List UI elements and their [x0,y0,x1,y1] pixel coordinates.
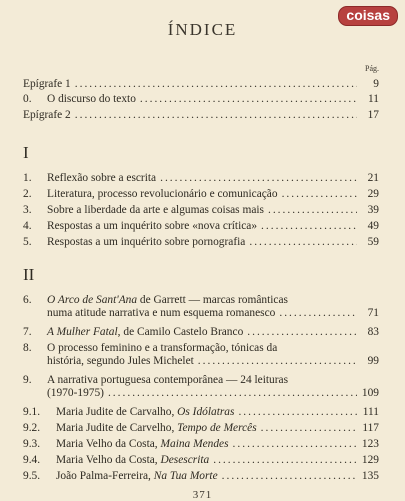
entry-author: Maria Judite de Carvelho, [56,422,178,434]
entry-page: 59 [367,236,379,248]
toc-subentry-9-1 [23,406,379,419]
entry-author: Maria Judite de Carvalho, [56,406,178,418]
entry-page: 29 [367,188,379,200]
entry-text-rest: de Garrett — marcas românticas [137,294,288,306]
leader-dots [234,406,357,419]
toc-entry-4 [23,220,379,233]
toc-entry-5 [23,236,379,249]
entry-number: 9.4. [23,454,41,466]
entry-number: 5. [23,236,32,248]
entry-page: 49 [367,220,379,232]
entry-page: 83 [367,326,379,338]
entry-text-line2: história, segundo Jules Michelet [47,355,194,368]
entry-number: 7. [23,326,32,338]
entry-title-italic: O Arco de Sant'Ana [47,294,138,306]
entry-page: 39 [367,204,379,216]
entry-title-italic: Na Tua Morte [153,470,218,482]
entry-number: 4. [23,220,32,232]
toc-entry-9 [23,374,379,400]
entry-text [56,422,257,435]
entry-number: 9. [23,374,32,386]
leader-dots [156,172,357,185]
entry-page: 11 [368,93,379,105]
entry-title-italic: A Mulher Fatal [47,326,118,338]
entry-page: 129 [361,454,379,466]
entry-text [56,454,209,467]
toc-entry-discurso [23,93,379,106]
entry-text: Epígrafe 2 [23,109,71,121]
toc-entry-1 [23,172,379,185]
entry-text-line2: (1970-1975) [47,387,104,400]
toc-subentry-9-2 [23,422,379,435]
toc-subentry-9-4 [23,454,379,467]
entry-text: O processo feminino e a transformação, tónicas da [47,342,278,354]
leader-dots [229,438,357,451]
entry-page: 21 [367,172,379,184]
entry-text: Reflexão sobre a escrita [47,172,157,184]
leader-dots [209,454,357,467]
entry-number: 9.2. [23,422,41,434]
leader-dots [264,204,357,217]
entry-number: 3. [23,204,32,216]
entry-page: 135 [361,470,379,482]
toc-entry-3 [23,204,379,217]
entry-title-italic: Tempo de Mercês [177,422,257,434]
leader-dots [104,387,357,400]
entry-text-line2: numa atitude narrativa e num esquema romanesco [47,307,276,320]
entry-title-italic: Os Idólatras [177,406,235,418]
entry-number: 8. [23,342,32,354]
entry-title-italic: Maina Mendes [160,438,229,450]
toc-entry-epigrafe-2 [23,109,379,122]
entry-page: 99 [367,355,379,368]
toc-entry-6 [23,294,379,320]
toc-entry-epigrafe-1 [23,78,379,91]
leader-dots [194,355,357,368]
entry-text: O discurso do texto [47,93,136,105]
entry-number: 0. [23,93,32,105]
entry-text: Epígrafe 1 [23,78,71,90]
leader-dots [218,470,357,483]
entry-number: 1. [23,172,32,184]
toc-entry-2 [23,188,379,201]
leader-dots [278,188,357,201]
leader-dots [275,307,357,320]
entry-number: 9.3. [23,438,41,450]
entry-page: 109 [361,387,379,400]
coisas-logo: coisas [338,6,398,26]
entry-text: Respostas a um inquérito sobre pornografia [47,236,246,248]
entry-text [56,470,218,483]
entry-text [47,326,243,339]
leader-dots [245,236,357,249]
entry-number: 6. [23,294,32,306]
toc-subentry-9-3 [23,438,379,451]
entry-page: 9 [373,78,379,90]
entry-page: 71 [367,307,379,320]
leader-dots [136,93,357,106]
entry-text: Sobre a liberdade da arte e algumas coisas mais [47,204,264,216]
entry-author: Maria Velho da Costa, [56,438,161,450]
leader-dots [257,220,357,233]
entry-author: João Palma-Ferreira, [56,470,154,482]
toc-subentry-9-5 [23,470,379,483]
entry-text: Respostas a um inquérito sobre «nova crítica» [47,220,258,232]
entry-text: Literatura, processo revolucionário e comunicação [47,188,278,200]
entry-page: 123 [361,438,379,450]
entry-page: 17 [367,109,379,121]
entry-text-rest: , de Camilo Castelo Branco [117,326,244,338]
entry-text [47,294,379,307]
section-heading-i: I [23,143,29,162]
entry-page: 117 [362,422,379,434]
toc-entry-8 [23,342,379,368]
toc-entry-7 [23,326,379,339]
leader-dots [71,109,357,122]
entry-title-italic: Desescrita [160,454,210,466]
entry-author: Maria Velho da Costa, [56,454,161,466]
leader-dots [71,78,357,91]
entry-number: 2. [23,188,32,200]
entry-page: 111 [362,406,379,418]
section-heading-ii: II [23,265,35,284]
entry-number: 9.5. [23,470,41,482]
entry-text [56,406,234,419]
leader-dots [243,326,357,339]
entry-number: 9.1. [23,406,41,418]
page-column-label: Pág. [365,64,379,73]
entry-text [56,438,229,451]
page-number: 371 [192,489,213,501]
entry-text: A narrativa portuguesa contemporânea — 24 leituras [47,374,289,386]
leader-dots [257,422,357,435]
page-title: ÍNDICE [167,20,238,39]
